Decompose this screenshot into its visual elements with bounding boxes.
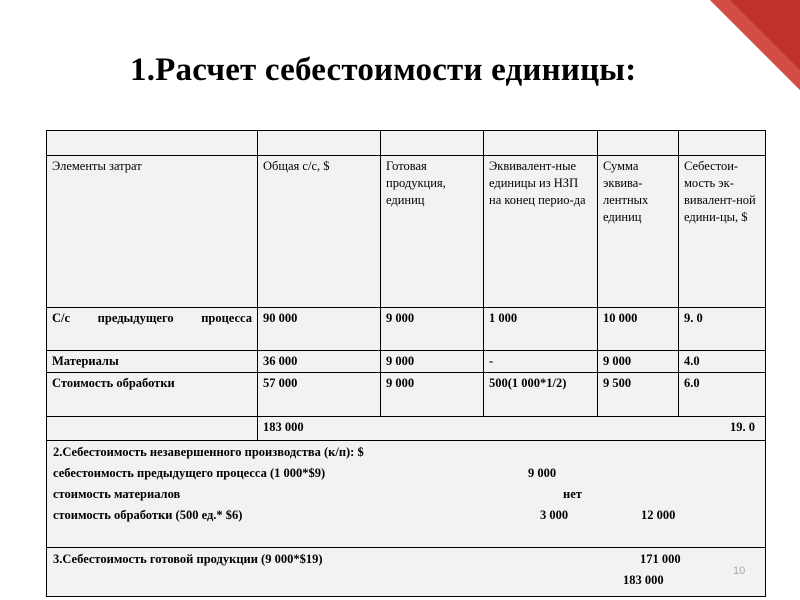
section2-line-value: 3 000 — [540, 508, 569, 522]
section2-line-total: 12 000 — [641, 508, 676, 522]
corner-ribbon-decoration — [710, 0, 800, 90]
table-row — [47, 308, 766, 351]
section3-heading: 3.Себестоимость готовой продукции (9 000*$19) — [53, 552, 323, 566]
cell-total-cost: 57 000 — [258, 373, 381, 417]
section-finished-goods-cost — [47, 548, 766, 597]
table-header-row — [47, 156, 766, 308]
page-title: 1.Расчет себестоимости единицы: — [130, 52, 637, 88]
section2-line-label: стоимость обработки (500 ед.* $6) — [53, 508, 243, 522]
header-finished-goods: Готовая продукция, единиц — [381, 156, 484, 308]
cell-total-equivalent: 9 500 — [598, 373, 679, 417]
cost-calculation-table — [46, 130, 766, 597]
cell-total-cost: 36 000 — [258, 351, 381, 373]
cell-finished-goods: 9 000 — [381, 308, 484, 351]
grand-total: 183 000 — [623, 573, 664, 587]
section2-line-label: себестоимость предыдущего процесса (1 000*$9) — [53, 466, 326, 480]
cell-equivalent-units: 500(1 000*1/2) — [484, 373, 598, 417]
empty-top-row — [47, 131, 766, 156]
cell-total-cost: 90 000 — [258, 308, 381, 351]
header-equivalent-units-wip: Эквивалент-ные единицы из НЗП на конец перио-да — [484, 156, 598, 308]
cell-equivalent-units: - — [484, 351, 598, 373]
section2-heading: 2.Себестоимость незавершенного производства (к/п): $ — [53, 445, 364, 459]
cell-unit-cost: 4.0 — [679, 351, 766, 373]
page-number: 10 — [733, 565, 746, 577]
total-row — [47, 417, 766, 441]
cell-equivalent-units: 1 000 — [484, 308, 598, 351]
cell-total-equivalent: 9 000 — [598, 351, 679, 373]
header-total-cost: Общая с/с, $ — [258, 156, 381, 308]
row-label: Стоимость обработки — [47, 373, 258, 417]
table-row — [47, 351, 766, 373]
section3-value: 171 000 — [640, 552, 681, 566]
cell-unit-cost: 6.0 — [679, 373, 766, 417]
row-label: Материалы — [47, 351, 258, 373]
total-unit-cost: 19. 0 — [730, 420, 755, 434]
cell-unit-cost: 9. 0 — [679, 308, 766, 351]
section2-line-value: 9 000 — [528, 466, 557, 480]
section-wip-cost — [47, 441, 766, 548]
header-total-equivalent-units: Сумма эквива-лентных единиц — [598, 156, 679, 308]
section2-line-value: нет — [563, 487, 582, 501]
cell-finished-goods: 9 000 — [381, 373, 484, 417]
table-row — [47, 373, 766, 417]
section2-line-label: стоимость материалов — [53, 487, 181, 501]
row-label: С/с предыдущего процесса — [47, 308, 258, 351]
cell-finished-goods: 9 000 — [381, 351, 484, 373]
total-cost: 183 000 — [263, 420, 304, 434]
header-unit-cost: Себестои-мость эк-вивалент-ной едини-цы, $ — [679, 156, 766, 308]
header-cost-elements: Элементы затрат — [47, 156, 258, 308]
cell-total-equivalent: 10 000 — [598, 308, 679, 351]
